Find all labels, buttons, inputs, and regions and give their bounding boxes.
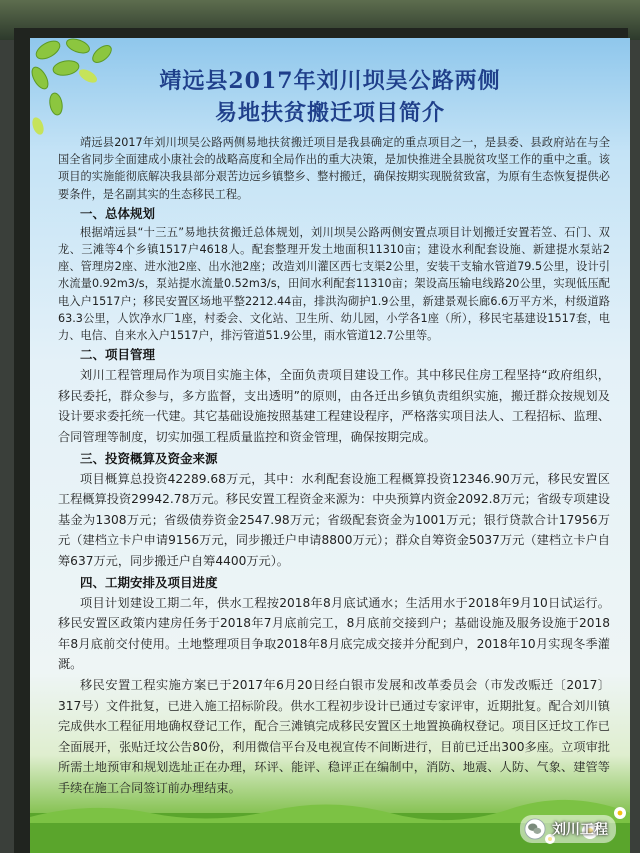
wechat-icon <box>524 818 546 840</box>
intro-paragraph: 靖远县2017年刘川坝吴公路两侧易地扶贫搬迁项目是我县确定的重点项目之一，是县委、县政府站在与全国全省同步全面建成小康社会的战略高度和全局作出的重大决策，是加快推进全县脱贫攻坚工作的重中之重。该项目的实施能彻底解决我县部分艰苦边远乡镇整乡、整村搬迁，确保按期实现脱贫致富，为原有生态恢复提供必要条件，是名副其实的生态移民工程。 <box>58 136 610 201</box>
board-title-line-2: 易地扶贫搬迁项目简介 <box>214 100 445 126</box>
section-paragraph-schedule-1: 项目计划建设工期二年，供水工程按2018年8月底试通水；生活用水于2018年9月10日试运行。移民安置区政策内建房任务于2018年7月底前完工，8月底前交接到户；基础设施及服务设施于2018年8月底前交付使用。土地整理项目争取2018年8月底完成交接并分配到户，2018年10月实现冬季灌溉。 <box>58 595 610 672</box>
section-paragraph-schedule-2: 移民安置工程实施方案已于2017年6月20日经白银市发展和改革委员会（市发改赈迁〔2017〕317号）文件批复，已进入施工招标阶段。供水工程初步设计已通过专家评审，近期批复。配合刘川镇完成供水工程征用地确权登记工作，配合三滩镇完成移民安置区土地置换确权登记。项目区迁坟工作已全面展开，张贴迁坟公告80份，利用微信平台及电视宣传不间断进行，目前已迁出300多座。立项审批所需土地预审和规划选址正在办理，环评、能评、稳评正在编制中，消防、地震、人防、气象、建管等手续在施工合同签订前办理结束。 <box>58 677 610 795</box>
section-heading-schedule: 四、工期安排及项目进度 <box>80 574 218 590</box>
section-heading-investment: 三、投资概算及资金来源 <box>80 450 218 466</box>
section-paragraph-planning: 根据靖远县“十三五”易地扶贫搬迁总体规划，刘川坝吴公路两侧安置点项目计划搬迁安置若笠、石门、双龙、三滩等4个乡镇1517户4618人。配套整理开发土地面积11310亩；建设水利配套设施、新建提水泵站2座、管理房2座、进水池2座、出水池2座；改造刘川灌区西七支渠2公里，安装干支输水管道79.5公里，设计引水流量0.92m3/s，泵站提水流量0.52m3/s，田间水利配套11310亩；架设高压输电线路20公里，实现低压配电入户1517户；移民安置区场地平整2212.44亩，排洪沟砌护1.9公里，新建景观长廊6.6万平方米，村级道路63.3公里，人饮净水厂1座，村委会、文化站、卫生所、幼儿园，小学各1座（所），移民宅基建设1517套，电力、电信、自来水入户1517户，排污管道51.9公里，雨水管道12.7公里等。 <box>58 225 610 343</box>
section-heading-planning: 一、总体规划 <box>80 205 156 221</box>
board-content <box>58 134 610 799</box>
section-paragraph-investment: 项目概算总投资42289.68万元，其中：水利配套设施工程概算投资12346.90万元，移民安置区工程概算投资29942.78万元。移民安置工程资金来源为：中央预算内资金2092.8万元；省级专项建设基金为1308万元；省级债券资金2547.98万元；省级配套资金为1001万元；银行贷款合计17956万元（建档立卡户申请9156万元，同步搬迁户申请8800万元）；群众自筹资金5037万元（建档立卡户自筹637万元，同步搬迁户自筹4400万元）。 <box>58 471 610 568</box>
section-heading-management: 二、项目管理 <box>80 347 156 363</box>
information-board <box>30 38 630 853</box>
section-paragraph-management: 刘川工程管理局作为项目实施主体，全面负责项目建设工作。其中移民住房工程坚持“政府组织，移民委托，群众参与，多方监督，支出透明”的原则，由各迁出乡镇负责组织实施，搬迁群众按规划及设计要求委托统一代建。其它基础设施按照基建工程建设程序，严格落实项目法人、工程招标、监理、合同管理等制度，切实加强工程质量监控和资金管理，确保按期完成。 <box>58 368 610 445</box>
board-title-line-1: 靖远县2017年刘川坝吴公路两侧 <box>159 68 501 94</box>
wechat-watermark <box>520 815 616 843</box>
watermark-text: 刘川工程 <box>552 822 608 838</box>
